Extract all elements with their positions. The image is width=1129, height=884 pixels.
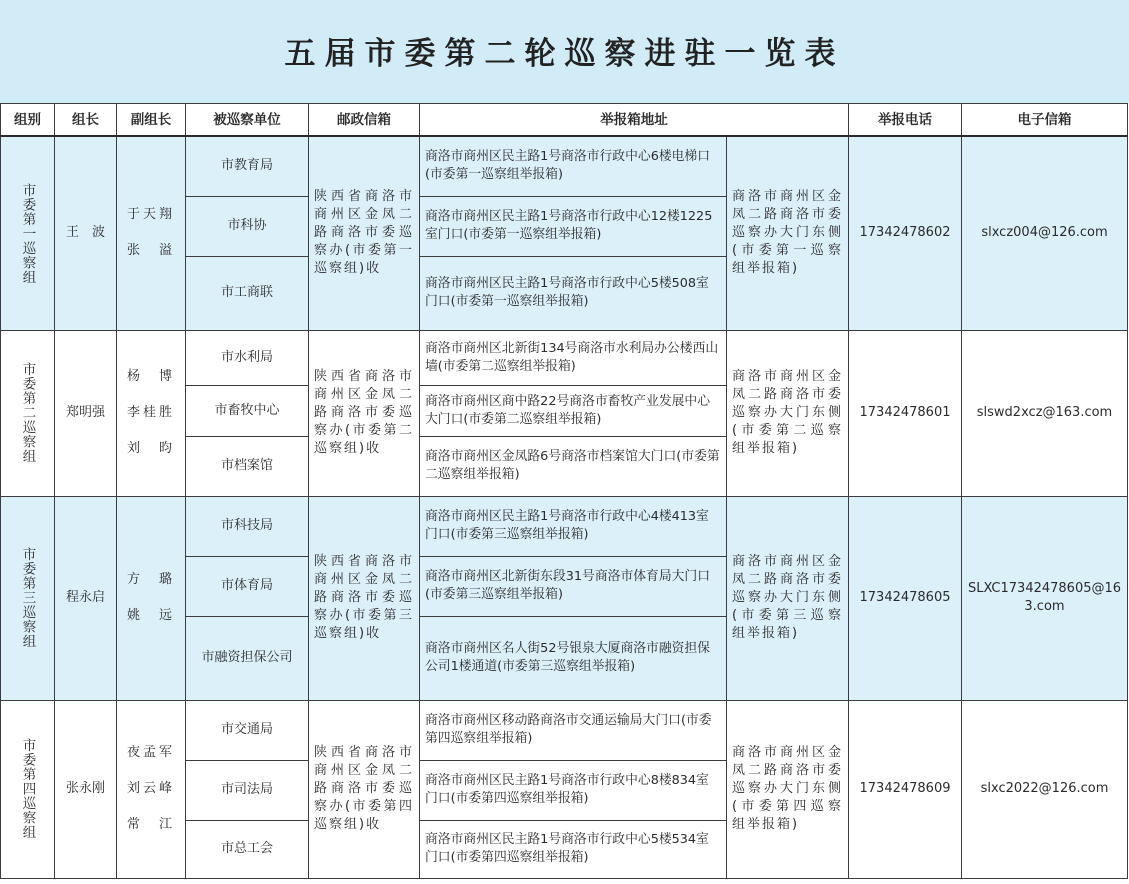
group-3 (1, 496, 1128, 700)
deputy-name: 李桂胜 (126, 405, 175, 420)
office-report-box-address: 商洛市商州区金凤二路商洛市委巡察办大门东侧(市委第四巡察组举报箱) (727, 700, 849, 878)
inspected-unit: 市畜牧中心 (186, 385, 309, 436)
table-row (1, 496, 1128, 556)
report-box-address: 商洛市商州区民主路1号商洛市行政中心5楼508室门口(市委第一巡察组举报箱) (420, 256, 727, 330)
report-email: slxc2022@126.com (962, 700, 1128, 878)
group-1 (1, 136, 1128, 330)
deputy-name: 姚 远 (126, 608, 175, 623)
group-leader: 张永刚 (55, 700, 117, 878)
postbox: 陕西省商洛市商州区金凤二路商洛市委巡察办(市委第二巡察组)收 (309, 330, 420, 496)
group-name-cell (1, 496, 55, 700)
report-box-address: 商洛市商州区民主路1号商洛市行政中心5楼534室门口(市委第四巡察组举报箱) (420, 820, 727, 878)
inspected-unit: 市工商联 (186, 256, 309, 330)
page-title: 五届市委第二轮巡察进驻一览表 (284, 36, 845, 72)
group-4 (1, 700, 1128, 878)
header-deputy: 副组长 (117, 104, 186, 137)
group-name: 市委第一巡察组 (19, 182, 36, 284)
office-report-box-address: 商洛市商州区金凤二路商洛市委巡察办大门东侧(市委第二巡察组举报箱) (727, 330, 849, 496)
report-box-address: 商洛市商州区民主路1号商洛市行政中心6楼电梯口(市委第一巡察组举报箱) (420, 136, 727, 196)
report-phone: 17342478601 (849, 330, 962, 496)
deputies-cell (117, 330, 186, 496)
group-leader: 程永启 (55, 496, 117, 700)
group-2 (1, 330, 1128, 496)
group-name-cell (1, 700, 55, 878)
group-name: 市委第二巡察组 (19, 362, 36, 464)
postbox: 陕西省商洛市商州区金凤二路商洛市委巡察办(市委第三巡察组)收 (309, 496, 420, 700)
group-name-cell (1, 330, 55, 496)
report-box-address: 商洛市商州区商中路22号商洛市畜牧产业发展中心大门口(市委第二巡察组举报箱) (420, 385, 727, 436)
inspection-table (0, 103, 1128, 879)
inspected-unit: 市教育局 (186, 136, 309, 196)
report-box-address: 商洛市商州区北新街134号商洛市水利局办公楼西山墙(市委第二巡察组举报箱) (420, 330, 727, 385)
postbox: 陕西省商洛市商州区金凤二路商洛市委巡察办(市委第四巡察组)收 (309, 700, 420, 878)
report-phone: 17342478609 (849, 700, 962, 878)
inspected-unit: 市交通局 (186, 700, 309, 760)
report-box-address: 商洛市商州区金凤路6号商洛市档案馆大门口(市委第二巡察组举报箱) (420, 436, 727, 496)
header-leader: 组长 (55, 104, 117, 137)
report-email: slswd2xcz@163.com (962, 330, 1128, 496)
header-phone: 举报电话 (849, 104, 962, 137)
deputies-cell (117, 136, 186, 330)
deputy-name: 刘 昀 (126, 441, 175, 456)
deputy-name: 于天翔 (126, 207, 175, 223)
header-row (1, 104, 1128, 137)
table-row (1, 330, 1128, 385)
report-email: SLXC17342478605@163.com (962, 496, 1128, 700)
header-email: 电子信箱 (962, 104, 1128, 137)
office-report-box-address: 商洛市商州区金凤二路商洛市委巡察办大门东侧(市委第一巡察组举报箱) (727, 136, 849, 330)
inspected-unit: 市科技局 (186, 496, 309, 556)
deputy-name: 刘云峰 (126, 781, 175, 796)
report-box-address: 商洛市商州区名人街52号银泉大厦商洛市融资担保公司1楼通道(市委第三巡察组举报箱) (420, 616, 727, 700)
deputy-name: 张 溢 (126, 243, 175, 259)
inspected-unit: 市总工会 (186, 820, 309, 878)
inspected-unit: 市科协 (186, 196, 309, 256)
deputy-name: 常 江 (126, 817, 175, 832)
group-name-cell (1, 136, 55, 330)
office-report-box-address: 商洛市商州区金凤二路商洛市委巡察办大门东侧(市委第三巡察组举报箱) (727, 496, 849, 700)
table-row (1, 700, 1128, 760)
deputy-name: 方 璐 (126, 572, 175, 587)
report-box-address: 商洛市商州区民主路1号商洛市行政中心8楼834室门口(市委第四巡察组举报箱) (420, 760, 727, 820)
report-box-address: 商洛市商州区民主路1号商洛市行政中心4楼413室门口(市委第三巡察组举报箱) (420, 496, 727, 556)
inspected-unit: 市水利局 (186, 330, 309, 385)
deputy-name: 杨 博 (126, 369, 175, 384)
header-report-box-address: 举报箱地址 (420, 104, 849, 137)
group-name: 市委第三巡察组 (19, 547, 36, 649)
deputies-cell (117, 700, 186, 878)
table-row (1, 136, 1128, 196)
deputies-cell (117, 496, 186, 700)
inspected-unit: 市司法局 (186, 760, 309, 820)
report-email: slxcz004@126.com (962, 136, 1128, 330)
report-box-address: 商洛市商州区北新街东段31号商洛市体育局大门口(市委第三巡察组举报箱) (420, 556, 727, 616)
header-postbox: 邮政信箱 (309, 104, 420, 137)
group-name: 市委第四巡察组 (19, 738, 36, 840)
group-leader: 郑明强 (55, 330, 117, 496)
header-unit: 被巡察单位 (186, 104, 309, 137)
group-leader: 王 波 (55, 136, 117, 330)
inspected-unit: 市融资担保公司 (186, 616, 309, 700)
report-phone: 17342478602 (849, 136, 962, 330)
report-box-address: 商洛市商州区民主路1号商洛市行政中心12楼1225室门口(市委第一巡察组举报箱) (420, 196, 727, 256)
report-box-address: 商洛市商州区移动路商洛市交通运输局大门口(市委第四巡察组举报箱) (420, 700, 727, 760)
inspected-unit: 市体育局 (186, 556, 309, 616)
deputy-name: 夜孟军 (126, 745, 175, 760)
inspected-unit: 市档案馆 (186, 436, 309, 496)
header-group: 组别 (1, 104, 55, 137)
postbox: 陕西省商洛市商州区金凤二路商洛市委巡察办(市委第一巡察组)收 (309, 136, 420, 330)
report-phone: 17342478605 (849, 496, 962, 700)
